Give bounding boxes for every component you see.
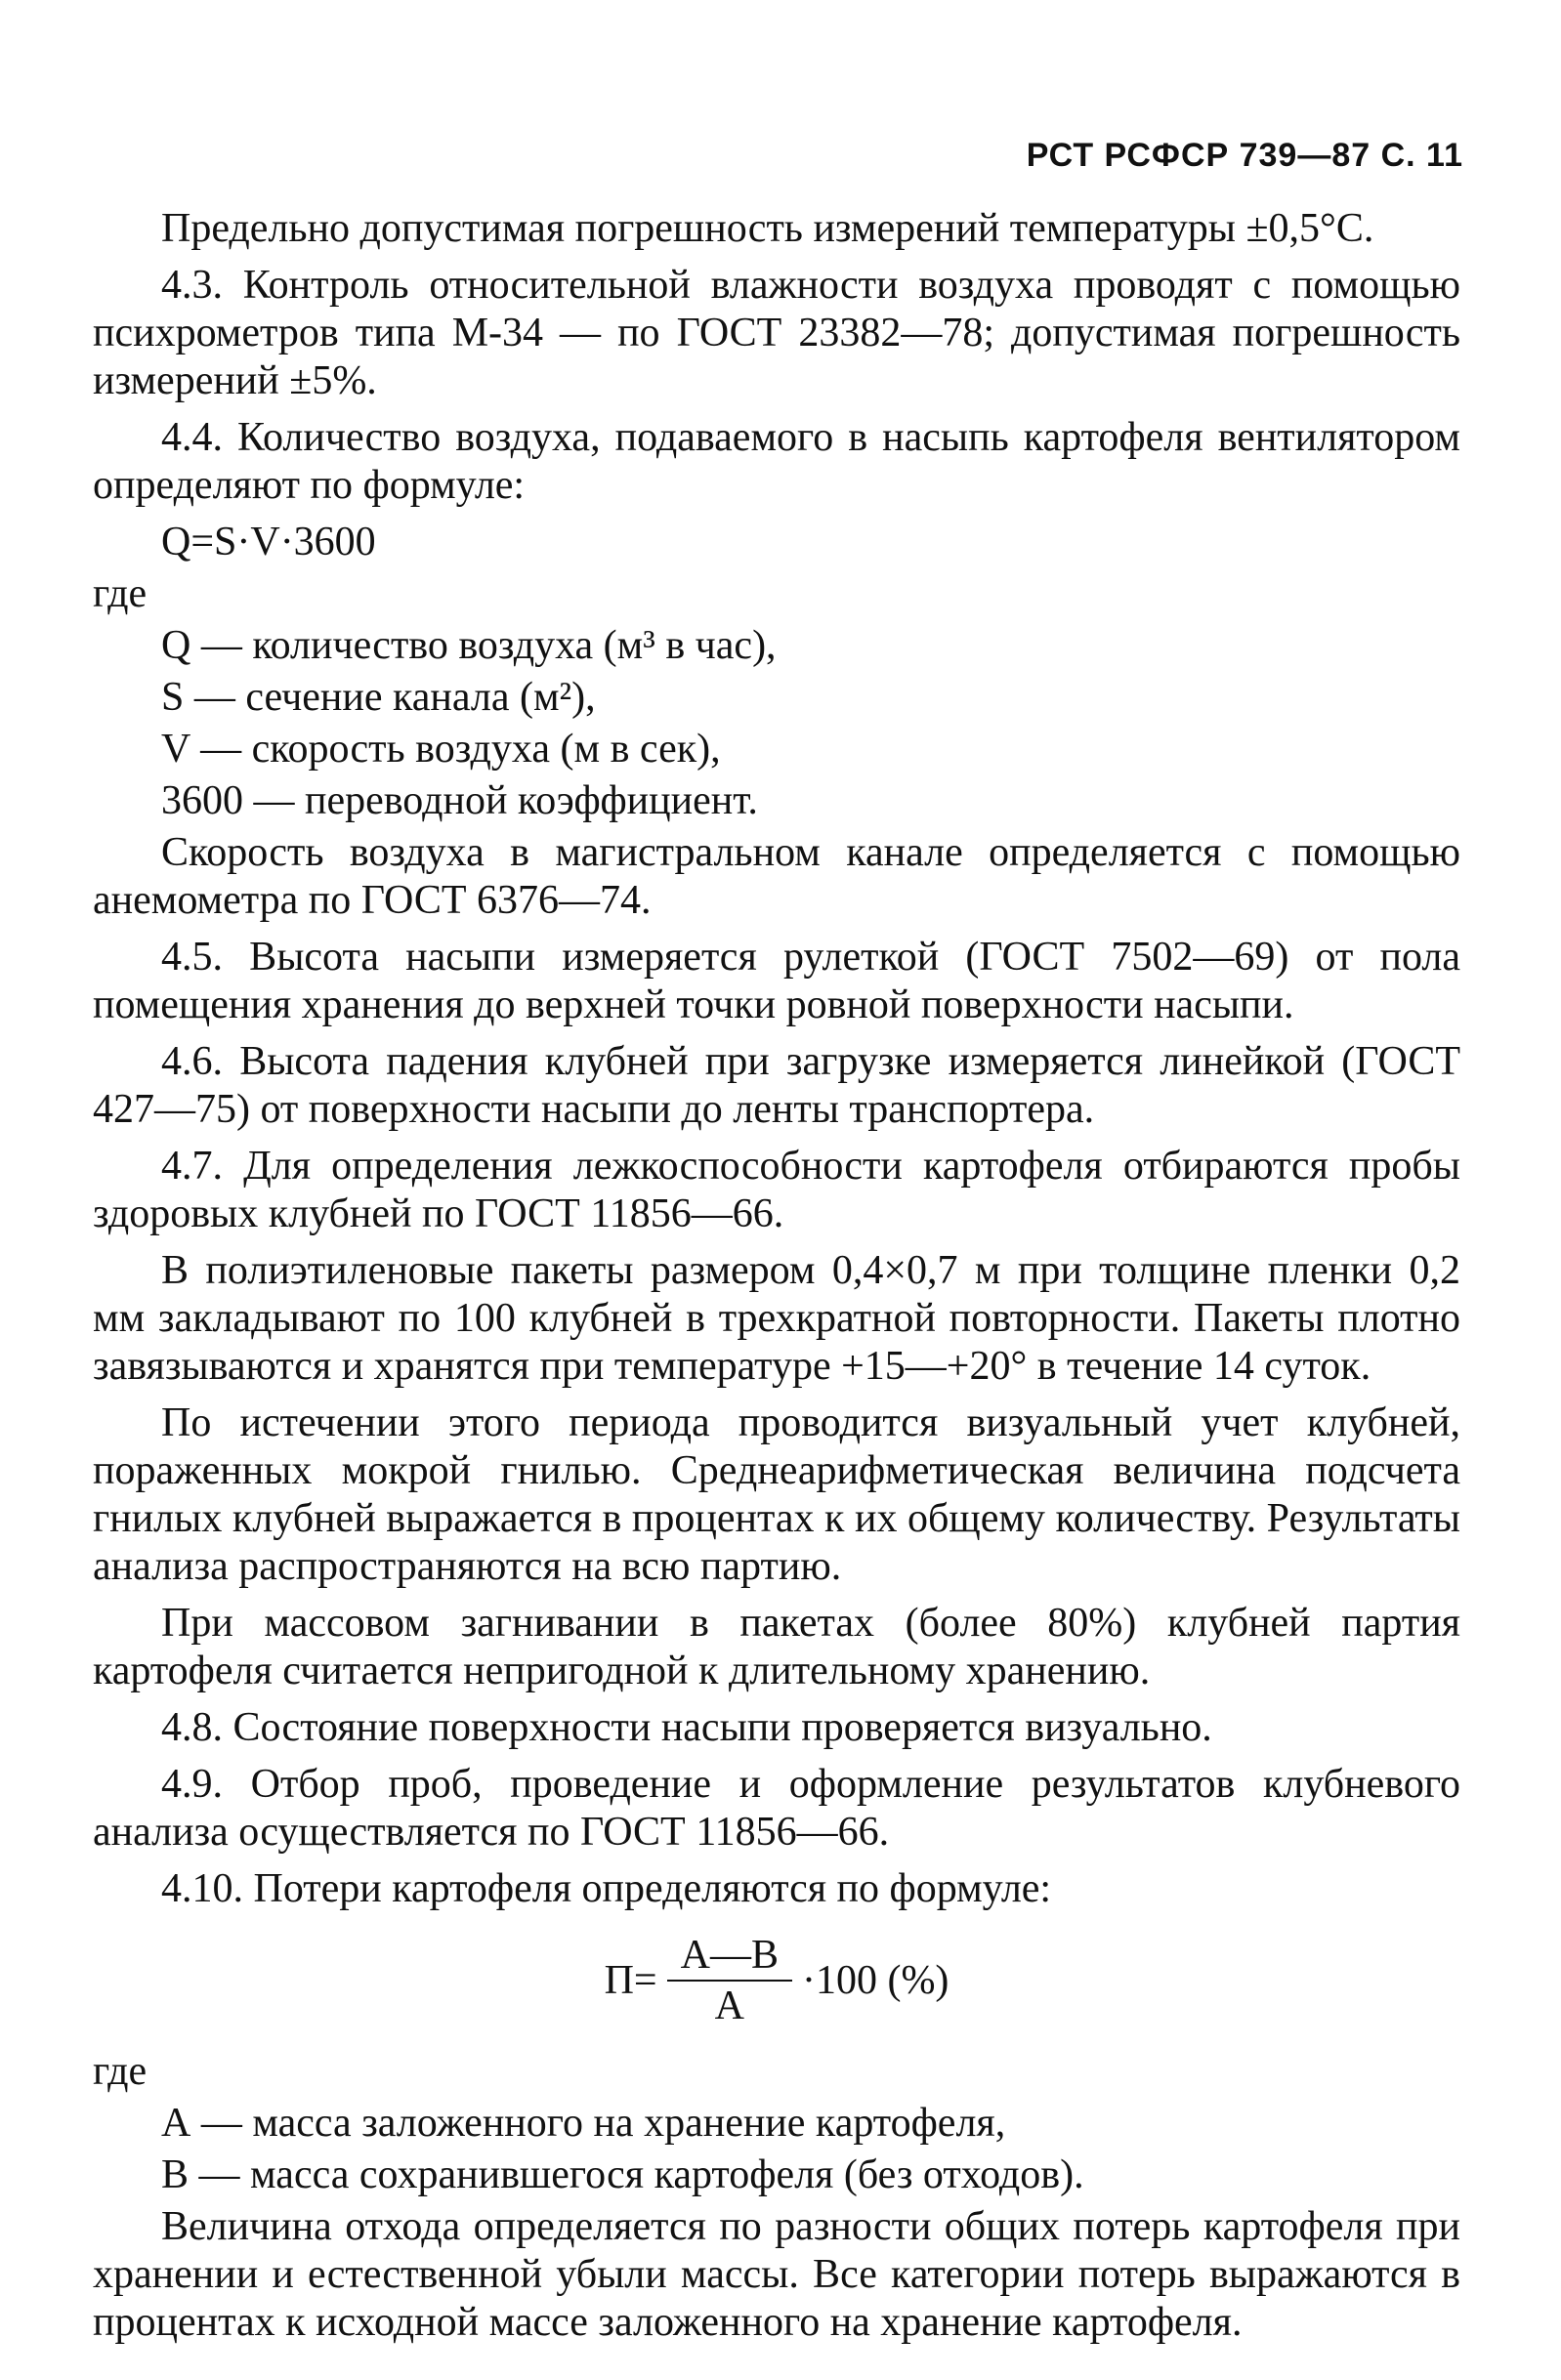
paragraph-temperature-error: Предельно допустимая погрешность измерений температуры ±0,5°С. bbox=[161, 206, 1374, 251]
definition-v: V — скорость воздуха (м в сек), bbox=[161, 727, 721, 772]
paragraph-packets: В полиэтиленовые пакеты размером 0,4×0,7 м при толщине пленки 0,2 мм закладывают по 100 клубней в трехкратной повторности. Пакеты плотно завязываются и хранятся при температуре +15—+20° в течение 14 суток. bbox=[93, 1248, 1460, 1389]
paragraph-mass-rot: При массовом загнивании в пакетах (более 80%) клубней партия картофеля считается непригодной к длительному хранению. bbox=[93, 1601, 1460, 1693]
paragraph-air-speed: Скорость воздуха в магистральном канале определяется с помощью анемометра по ГОСТ 6376—74. bbox=[93, 830, 1460, 923]
paragraph-4-6: 4.6. Высота падения клубней при загрузке измеряется линейкой (ГОСТ 427—75) от поверхности насыпи до ленты транспортера. bbox=[93, 1039, 1460, 1132]
paragraph-4-3: 4.3. Контроль относительной влажности воздуха проводят с помощью психрометров типа М-34 — по ГОСТ 23382—78; допустимая погрешность измерений ±5%. bbox=[93, 263, 1460, 403]
where-label-1: где bbox=[93, 571, 148, 616]
paragraph-4-5: 4.5. Высота насыпи измеряется рулеткой (ГОСТ 7502—69) от пола помещения хранения до верхней точки ровной поверхности насыпи. bbox=[93, 935, 1460, 1027]
formula-air-quantity: Q=S·V·3600 bbox=[161, 520, 376, 564]
page-header: РСТ РСФСР 739—87 С. 11 bbox=[1026, 137, 1463, 174]
formula-losses bbox=[93, 1933, 1460, 2028]
paragraph-4-7: 4.7. Для определения лежкоспособности картофеля отбираются пробы здоровых клубней по ГОСТ 11856—66. bbox=[93, 1144, 1460, 1236]
definition-3600: 3600 — переводной коэффициент. bbox=[161, 778, 758, 823]
paragraph-4-8: 4.8. Состояние поверхности насыпи проверяется визуально. bbox=[161, 1705, 1212, 1750]
definition-q: Q — количество воздуха (м³ в час), bbox=[161, 623, 777, 668]
where-label-2: где bbox=[93, 2049, 148, 2094]
formula-lhs: П= bbox=[604, 1957, 657, 2003]
document-body bbox=[93, 205, 1460, 2356]
paragraph-waste: Величина отхода определяется по разности общих потерь картофеля при хранении и естественной убыли массы. Все категории потерь выражаются в процентах к исходной массе заложенного на хранение картофеля. bbox=[93, 2204, 1460, 2345]
formula-denominator: А bbox=[714, 1983, 744, 2028]
formula-rhs: ·100 (%) bbox=[801, 1957, 949, 2003]
paragraph-4-4: 4.4. Количество воздуха, подаваемого в насыпь картофеля вентилятором определяют по формуле: bbox=[93, 415, 1460, 508]
paragraph-rot-count: По истечении этого периода проводится визуальный учет клубней, пораженных мокрой гнилью. Среднеарифметическая величина подсчета гнилых клубней выражается в процентах к их общему количеству. Результаты анализа распространяются на всю партию. bbox=[93, 1400, 1460, 1589]
paragraph-4-10: 4.10. Потери картофеля определяются по формуле: bbox=[161, 1866, 1052, 1911]
formula-fraction bbox=[667, 1933, 792, 2028]
formula-numerator: А—В bbox=[667, 1933, 792, 1982]
paragraph-4-9: 4.9. Отбор проб, проведение и оформление результатов клубневого анализа осуществляется по ГОСТ 11856—66. bbox=[93, 1762, 1460, 1855]
definition-a: А — масса заложенного на хранение картофеля, bbox=[161, 2101, 1006, 2146]
definition-b: В — масса сохранившегося картофеля (без отходов). bbox=[161, 2152, 1084, 2197]
definition-s: S — сечение канала (м²), bbox=[161, 675, 596, 720]
